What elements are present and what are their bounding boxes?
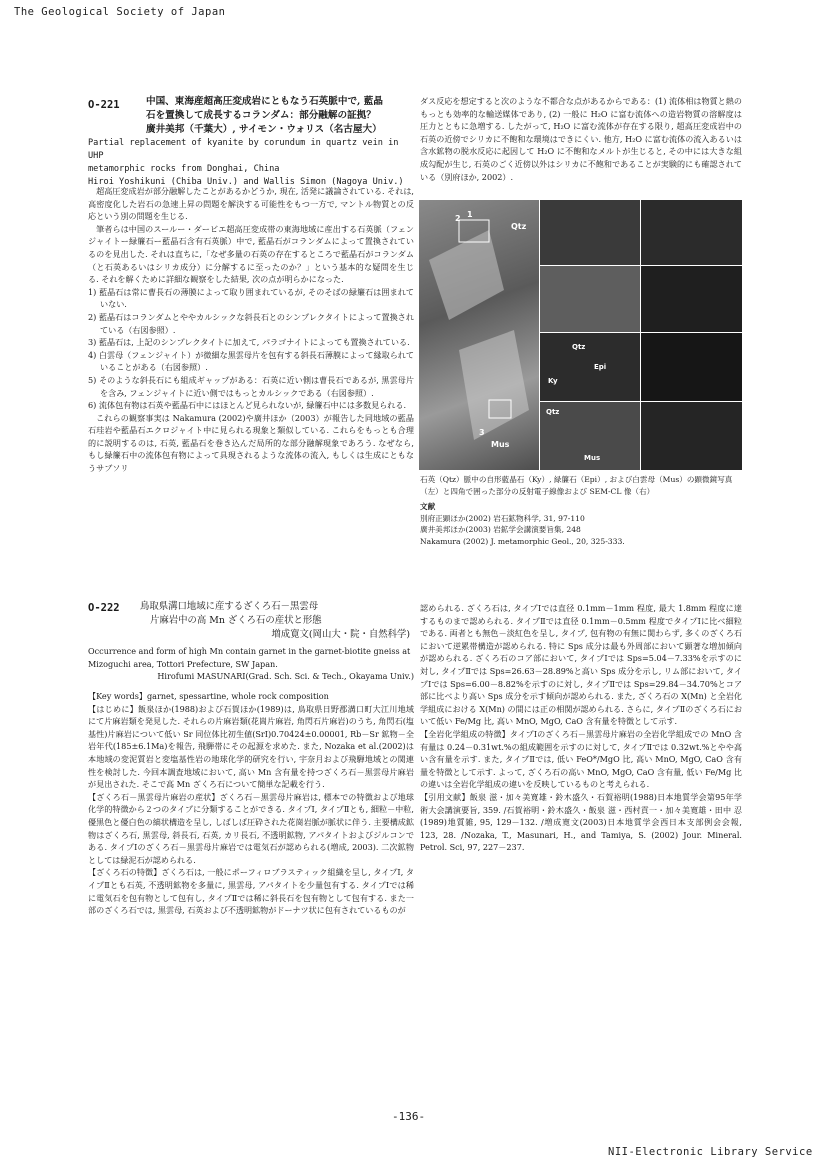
title-en-line: Partial replacement of kyanite by corundum in quartz vein in UHP [88, 138, 399, 161]
ky-label: Ky [548, 377, 558, 385]
paragraph: 【ざくろ石－黒雲母片麻岩の産状】ざくろ石－黒雲母片麻岩は, 標本での特徴および地球化学的特徴から２つのタイプに分類することができる. タイプⅠ, タイプⅡとも, 細粒－中粒, 優黒色と優白色の縞状構造を呈し, しばしば圧砕された花崗岩脈が脈状に伴う. 主要構成鉱物はざくろ石, 黒雲母, 斜長石, 石英, カリ長石, 不透明鉱物, アパタイトおよびジルコンである. タイプⅠのざくろ石－黒雲母片麻岩では電気石が認められる(増成, 2003). 二次鉱物としては緑泥石が認められる. [88, 791, 414, 865]
epi-label: Epi [594, 363, 607, 371]
region-number: 1 [467, 210, 473, 219]
authors-en: Hiroi Yoshikuni (Chiba Univ.) and Wallis Simon (Nagoya Univ.) [88, 177, 404, 187]
title-en-block [88, 645, 414, 683]
list-item: 2) 藍晶石はコランダムとややカルシックな斜長石とのシンプレクタイトによって置換されている（右図参照）. [88, 311, 414, 335]
reference-item: 廣井美邦ほか(2003) 岩鉱学会講演要旨集, 248 [420, 525, 581, 535]
cl-image [641, 402, 742, 470]
abstract-body-left [88, 185, 414, 475]
paragraph: 超高圧変成岩が部分融解したことがあるかどうか, 現在, 活発に議論されている. それは, 高密度化した岩石の急速上昇の問題を解決する可能性をもつ一方で, マントル物質との反応という別の問題を生じる. [88, 186, 414, 222]
mus-label: Mus [491, 440, 510, 449]
paragraph: 【引用文献】飯泉 滋・加々美寛雄・鈴木盛久・石賀裕明(1988)日本地質学会第95年学術大会講演要旨, 359. /石賀裕明・鈴木盛久・飯泉 滋・西村貢一・加々美寛雄・田中 忍(1989)地質雑, 95, 129－132. /増成寛文(2003)日本地質学会西日本支部例会会報, 123, 28. /Nozaka, T., Masunari, H., and Tamiya, S. (2002) Jour. Mineral. Petrol. Sci, 97, 227－237. [420, 791, 742, 853]
list-item: 3) 藍晶石は, 上記のシンプレクタイトに加えて, パラゴナイトによっても置換されている. [88, 337, 410, 348]
authors-jp: 増成寛文(岡山大・院・自然科学) [271, 629, 410, 640]
abstract-title-block [146, 95, 414, 137]
references-title: 文献 [420, 502, 436, 511]
reference-item: 別府正顕ほか(2002) 岩石鉱物科学, 31, 97-110 [420, 513, 585, 523]
bse-image [540, 200, 640, 265]
authors-en: Hirofumi MASUNARI(Grad. Sch. Sci. & Tech., Okayama Univ.) [157, 671, 414, 682]
title-jp-line: 中国、東海産超高圧変成岩にともなう石英脈中で, 藍晶 [146, 96, 383, 107]
paragraph: 【Key words】garnet, spessartine, whole rock composition [88, 691, 329, 701]
micrograph-figure [419, 200, 742, 470]
list-item: 4) 白雲母（フェンジャイト）が微細な黒雲母片を包有する斜長石薄膜によって縁取られていることがある（右図参照）. [88, 349, 414, 373]
title-jp-line: 石を置換して成長するコランダム：部分融解の証拠？ [146, 110, 376, 121]
list-item: 6) 流体包有物は石英や藍晶石中にはほとんど見られないが, 緑簾石中には多数見られる. [88, 400, 407, 411]
qtz-label: Qtz [546, 408, 560, 416]
list-item: 1) 藍晶石は常に曹長石の薄膜によって取り囲まれているが, そのそばの緑簾石は囲まれていない. [88, 286, 414, 310]
paragraph: 【ざくろ石の特徴】ざくろ石は, 一般にポーフィロブラスティック組織を呈し, タイプⅠ, タイプⅡとも石英, 不透明鉱物を多量に, 黒雲母, アパタイトを少量包有する. タイプⅠでは稀に電気石を包有物として包有し, タイプⅡでは稀に斜長石を包有物として包有する. また一部のざくろ石では, 黒雲母, 石英および不透明鉱物がドーナツ状に包有されているものが [88, 867, 414, 916]
abstract-body-left [88, 690, 414, 917]
references [420, 501, 742, 547]
qtz-label: Qtz [511, 222, 527, 231]
qtz-label: Qtz [572, 343, 586, 351]
photomicrograph-left [419, 200, 539, 470]
region-number: 2 [455, 214, 461, 223]
bse-image [540, 266, 640, 332]
abstract-title-block [140, 600, 410, 642]
abstract-body-right: ダス反応を想定すると次のような不都合な点があるからである：(1) 流体相は物質と熱のもっとも効率的な輸送媒体であり, (2) 一般に H₂O に富む流体への造岩物質の溶解度は圧力とともに急増する. したがって, H₂O に富む流体が存在する限り, 超高圧変成岩中の石英の近傍でシリカに不飽和な環境はできにくい. 他方, H₂O に富む流体の流入あるいは含水鉱物の脱水反応に起因して H₂O に不飽和なメルトが生じると, その中には大きな組成勾配が生じ, 石英のごく近傍以外はシリカに不飽和であることが実験的にも確認されている（別府ほか, 2002）. [420, 96, 742, 182]
paragraph: 【全岩化学組成の特徴】タイプⅠのざくろ石－黒雲母片麻岩の全岩化学組成での MnO 含有量は 0.24－0.31wt.%の組成範囲を示すのに対して, タイプⅡでは 0.32wt.%とやや高い含有量を示す. また, タイプⅡでは, 低い FeO*/MgO 比, 高い MnO, MgO, CaO 含有量を特徴として示す. よって, ざくろ石の高い MnO, MgO, CaO 含有量, 低い Fe/Mg 比の違いは全岩化学組成の違いを反映しているものと考えられる. [420, 728, 742, 790]
title-jp-line: 片麻岩中の高 Mn ざくろ石の産状と形態 [150, 615, 322, 626]
paragraph: 筆者らは中国のスールー・ダービエ超高圧変成帯の東海地域に産出する石英脈（フェンジャイトー緑簾石ー藍晶石含有石英脈）中で, 藍晶石がコランダムによって置換されているのを見出した. それは直ちに,「なぜ多量の石英の存在するところで藍晶石がコランダム（と石英あるいはシリカ成分）に分解するに至ったのか？」という基本的な疑問を生じる. それを解くために詳細な観察をした結果, 次の点が明らかになった. [88, 223, 414, 285]
title-en-line: Mizoguchi area, Tottori Prefecture, SW Japan. [88, 658, 278, 669]
title-en-block [88, 137, 418, 189]
cl-image [641, 333, 742, 401]
cl-image [641, 266, 742, 332]
library-footer: NII-Electronic Library Service [608, 1146, 813, 1158]
paragraph: 認められる. ざくろ石は, タイプⅠでは直径 0.1mm－1mm 程度, 最大 1.8mm 程度に達するものまで認められる. タイプⅡでは直径 0.1mm－0.5mm 程度でタイプⅠに比べ細粒である. 両者とも無色－淡紅色を呈し, タイプ, 包有物の有無に関わらず, 多くのざくろ石において逆累帯構造が認められる. 特に Sps 成分は最も外周部において顕著な増加傾向が認められる. ざくろ石のコア部において, タイプⅠでは Sps=5.04－7.33%を示すのに対し, タイプⅡでは Sps=26.63－28.89%と高い Sps 成分を示し, リム部において, タイプⅠでは Sps=6.00－8.82%を示すのに対し, タイプⅡでは Sps=29.84－34.70%とコア部に比べより高い Sps 成分を示す傾向が認められる. また, ざくろ石の X(Mn) と全岩化学組成における X(Mn) の間には正の相関が認められる. さらに, タイプⅡのざくろ石において低い Fe/Mg 比, 高い MnO, MgO, CaO 含有量を特徴として示す. [420, 603, 742, 727]
figure-caption: 石英（Qtz）脈中の自形藍晶石（Ky）, 緑簾石（Epi）, および白雲母（Mus）の顕微鏡写真（左）と四角で囲った部分の反射電子線像および SEM-CL 像（右） [420, 475, 733, 496]
title-jp-line: 鳥取県溝口地域に産するざくろ石－黒雲母 [140, 601, 319, 612]
abstract-number: O-222 [88, 602, 120, 614]
title-en-line: metamorphic rocks from Donghai, China [88, 164, 280, 174]
authors-jp: 廣井美邦（千葉大）, サイモン・ウォリス（名古屋大） [146, 124, 382, 135]
paragraph: これらの観察事実は Nakamura (2002)や廣井ほか（2003）が報告した同地域の藍晶石珪岩や藍晶石エクロジャイト中に見られる現象と類似している. これらをもっとも合理的に説明するのは, 石英, 藍晶石を巻き込んだ局所的な部分融解現象であろう. なぜなら, もし緑簾石中の流体包有物によって具現されるような流体の流入, もしくは生成にともなうサブソリ [88, 412, 414, 474]
page-number: -136- [392, 1110, 426, 1123]
title-en-line: Occurrence and form of high Mn contain garnet in the garnet-biotite gneiss at [88, 646, 411, 656]
paragraph: 【はじめに】飯泉ほか(1988)および石賀ほか(1989)は, 鳥取県日野郡溝口町大江川地域にて片麻岩類を発見した. それらの片麻岩類(花崗片麻岩, 角閃石片麻岩)のうち, 角閃石(塩基性)片麻岩について低い Sr 同位体比初生値(SrI)0.70424±0.00001, Rb－Sr 鉱物－全岩年代(185±6.1Ma)を報告, 飛騨帯にその起源を求めた. また, Nozaka et al.(2002)は本地域の変泥質岩と変塩基性岩の地球化学的研究を行い, 宇奈月および飛騨地域との関連性を検討した. 今回本調査地域において, 高い Mn 含有量を持つざくろ石－黒雲母片麻岩が見出された. そこで高 Mn ざくろ石について簡単な記載を行う. [88, 703, 414, 790]
reference-item: Nakamura (2002) J. metamorphic Geol., 20, 325-333. [420, 536, 625, 546]
region-number: 3 [479, 428, 485, 437]
bse-image [540, 402, 640, 470]
abstract-number: O-221 [88, 99, 120, 111]
abstract-body-right [420, 602, 742, 854]
cl-image [641, 200, 742, 265]
society-header: The Geological Society of Japan [14, 6, 226, 18]
bse-image [540, 333, 640, 401]
mus-label: Mus [584, 454, 601, 462]
list-item: 5) そのような斜長石にも組成ギャップがある：石英に近い側は曹長石であるが, 黒雲母片を含み, フェンジャイトに近い側ではもっとカルシックである（右図参照）. [88, 374, 414, 398]
